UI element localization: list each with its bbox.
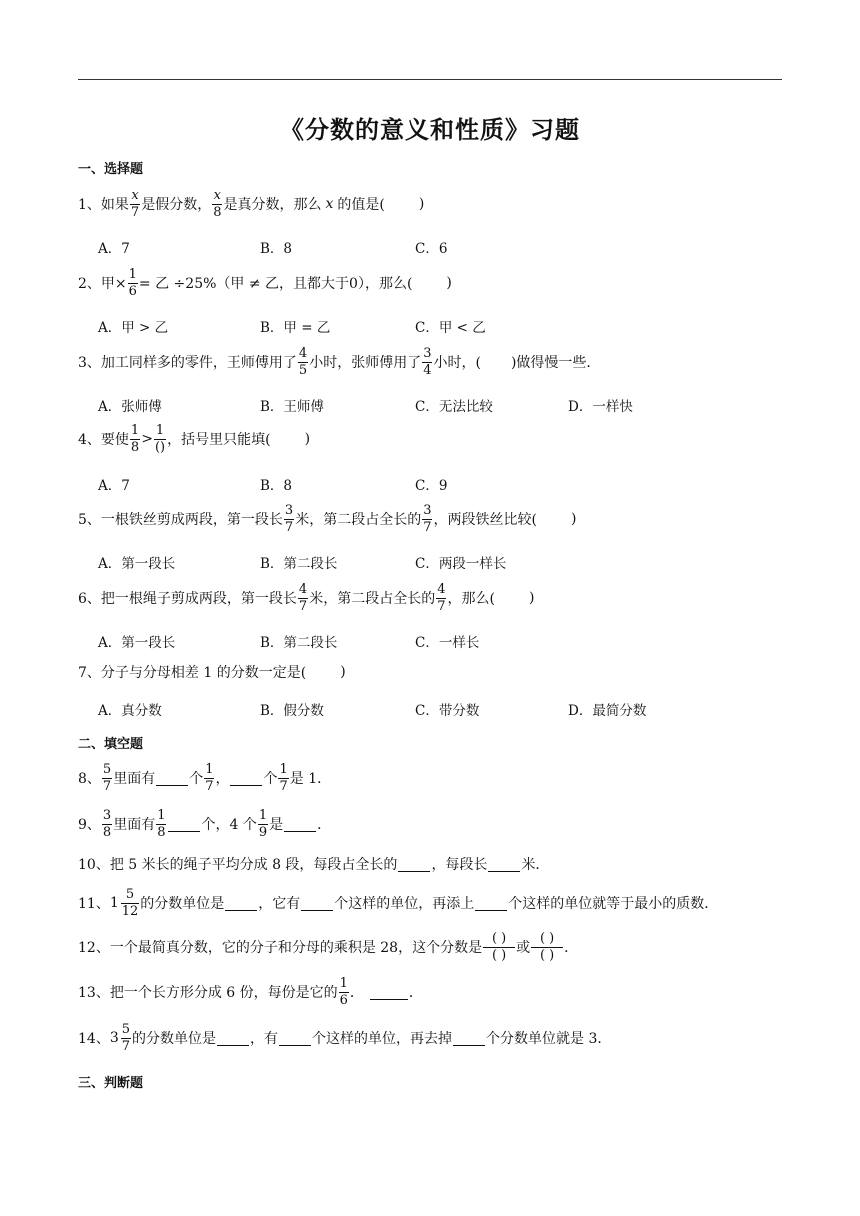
header-rule <box>78 79 782 80</box>
blank-fraction[interactable]: $\frac{( )}{( )}$ <box>531 931 563 963</box>
question-5: 5、一根铁丝剪成两段，第一段长 $\frac{3}{7}$ 米，第二段占全长的 $\frac{3}{7}$ ，两段铁丝比较( ) <box>78 502 577 535</box>
q1-option-a[interactable]: A．7 <box>98 241 130 257</box>
q3-option-a[interactable]: A．张师傅 <box>98 399 162 415</box>
q5-option-c[interactable]: C．两段一样长 <box>415 556 507 572</box>
q2-option-c[interactable]: C．甲 < 乙 <box>415 320 486 336</box>
fraction: $\frac{1}{8}$ <box>130 422 140 455</box>
fraction: $\frac{4}{7}$ <box>298 581 308 614</box>
answer-blank[interactable] <box>301 896 333 911</box>
q5-option-b[interactable]: B．第二段长 <box>260 556 338 572</box>
fraction: $\frac{1}{8}$ <box>157 807 166 840</box>
fraction: $\frac{3}{7}$ <box>284 502 294 535</box>
section-heading-choice: 一、选择题 <box>78 162 144 177</box>
fraction: $\frac{x}{8}$ <box>213 187 222 220</box>
question-2: 2、甲× $\frac{1}{6}$ = 乙 ÷25%（甲 ≠ 乙，且都大于0），那么( ) <box>78 266 452 299</box>
question-9: 9、 $\frac{3}{8}$ 里面有 $\frac{1}{8}$ 个，4 个 $\frac{1}{9}$ 是 ． <box>78 807 332 840</box>
q6-option-c[interactable]: C．一样长 <box>415 635 480 651</box>
fraction: $\frac{1}{7}$ <box>205 761 214 794</box>
q1-text: 1、如果 <box>78 197 129 213</box>
fraction: $\frac{1}{9}$ <box>258 807 268 840</box>
answer-blank[interactable] <box>475 896 507 911</box>
q2-option-a[interactable]: A．甲 > 乙 <box>98 320 169 336</box>
q7-option-c[interactable]: C．带分数 <box>415 703 480 719</box>
fraction: $\frac{3}{7}$ <box>423 502 432 535</box>
q4-option-b[interactable]: B．8 <box>260 478 293 494</box>
answer-blank[interactable] <box>168 817 200 832</box>
question-11: 11、 1 $\frac{5}{12}$ 的分数单位是 ，它有 个这样的单位，再添上 个这样的单位就等于最小的质数． <box>78 886 719 919</box>
q4-option-a[interactable]: A．7 <box>98 478 130 494</box>
fraction: $\frac{3}{4}$ <box>423 345 432 378</box>
q7-option-b[interactable]: B．假分数 <box>260 703 324 719</box>
question-3: 3、加工同样多的零件，王师傅用了 $\frac{4}{5}$ 小时，张师傅用了 $\frac{3}{4}$ 小时，( )做得慢一些． <box>78 345 601 378</box>
fraction: $\frac{1}{7}$ <box>279 761 288 794</box>
blank-fraction[interactable]: $\frac{( )}{( )}$ <box>483 931 515 963</box>
fraction: $\frac{1}{()}$ <box>154 422 166 455</box>
answer-blank[interactable] <box>370 985 408 1000</box>
mixed-fraction: $\frac{5}{12}$ <box>121 886 139 919</box>
q4-option-c[interactable]: C．9 <box>415 478 448 494</box>
fraction: $\frac{1}{6}$ <box>339 975 348 1008</box>
q6-option-b[interactable]: B．第二段长 <box>260 635 338 651</box>
section-heading-fill: 二、填空题 <box>78 737 144 752</box>
answer-blank[interactable] <box>398 857 430 872</box>
question-6: 6、把一根绳子剪成两段，第一段长 $\frac{4}{7}$ 米，第二段占全长的 $\frac{4}{7}$ ，那么( ) <box>78 581 535 614</box>
answer-blank[interactable] <box>488 857 520 872</box>
question-7: 7、分子与分母相差 1 的分数一定是( ) <box>78 664 346 681</box>
q3-option-b[interactable]: B．王师傅 <box>260 399 324 415</box>
question-4: 4、要使 $\frac{1}{8}$ > $\frac{1}{()}$ ，括号里只能填( ) <box>78 422 311 455</box>
answer-blank[interactable] <box>279 1031 311 1046</box>
answer-blank[interactable] <box>230 771 262 786</box>
fraction: $\frac{4}{7}$ <box>437 581 446 614</box>
answer-blank[interactable] <box>225 896 257 911</box>
fraction: $\frac{4}{5}$ <box>298 345 308 378</box>
q2-option-b[interactable]: B．甲 = 乙 <box>260 320 331 336</box>
question-12: 12、一个最简真分数，它的分子和分母的乘积是 28，这个分数是 $\frac{( )}{( )}$ 或 $\frac{( )}{( )}$ ． <box>78 930 579 963</box>
question-14: 14、 3 $\frac{5}{7}$ 的分数单位是 ，有 个这样的单位，再去掉 个分数单位就是 3． <box>78 1021 612 1054</box>
answer-blank[interactable] <box>156 771 188 786</box>
mixed-fraction: $\frac{5}{7}$ <box>121 1021 131 1054</box>
q7-option-d[interactable]: D．最简分数 <box>568 703 647 719</box>
answer-blank[interactable] <box>217 1031 249 1046</box>
fraction: $\frac{1}{6}$ <box>128 266 137 299</box>
answer-blank[interactable] <box>453 1031 485 1046</box>
fraction: $\frac{5}{7}$ <box>102 761 112 794</box>
fraction: $\frac{3}{8}$ <box>102 807 112 840</box>
page-title: 《分数的意义和性质》习题 <box>280 116 580 144</box>
q5-option-a[interactable]: A．第一段长 <box>98 556 176 572</box>
answer-blank[interactable] <box>284 817 316 832</box>
q3-option-d[interactable]: D．一样快 <box>568 399 633 415</box>
fraction: $\frac{x}{7}$ <box>130 187 140 220</box>
q1-option-c[interactable]: C．6 <box>415 241 448 257</box>
question-8: 8、 $\frac{5}{7}$ 里面有 个 $\frac{1}{7}$ ， 个 $\frac{1}{7}$ 是 1． <box>78 761 332 794</box>
q6-option-a[interactable]: A．第一段长 <box>98 635 176 651</box>
question-13: 13、把一个长方形分成 6 份，每份是它的 $\frac{1}{6}$ ． ． <box>78 975 423 1008</box>
q3-option-c[interactable]: C．无法比较 <box>415 399 493 415</box>
question-1: 1、如果 $\frac{x}{7}$ 是假分数， $\frac{x}{8}$ 是真分数，那么 x 的值是( ) <box>78 187 425 220</box>
q7-option-a[interactable]: A．真分数 <box>98 703 162 719</box>
question-10: 10、把 5 米长的绳子平均分成 8 段，每段占全长的 ，每段长 米． <box>78 857 550 873</box>
q1-option-b[interactable]: B．8 <box>260 241 293 257</box>
section-heading-judge: 三、判断题 <box>78 1076 144 1091</box>
